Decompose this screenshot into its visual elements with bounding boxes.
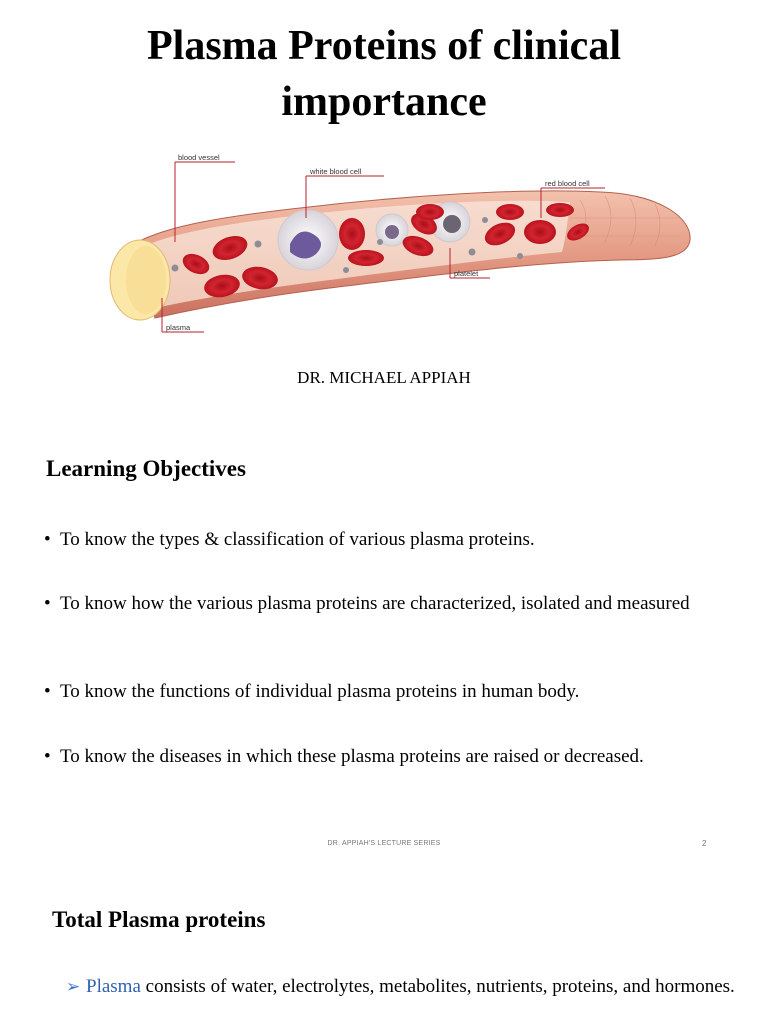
slide-title-line-1: Plasma Proteins of clinical (147, 23, 621, 69)
plasma-keyword: Plasma (86, 976, 141, 997)
objective-text: To know how the various plasma proteins are characterized, isolated and measured (60, 593, 690, 614)
plasma-definition-item (66, 975, 746, 999)
objective-text: To know the functions of individual plasma proteins in human body. (60, 681, 580, 702)
plasma-definition-rest: consists of water, electrolytes, metabolites, nutrients, proteins, and hormones. (140, 976, 735, 997)
page-number: 2 (702, 839, 707, 848)
objective-text: To know the diseases in which these plasma proteins are raised or decreased. (60, 746, 644, 767)
arrow-bullet-icon: ➢ (66, 977, 81, 996)
blood-vessel-illustration (100, 148, 700, 344)
label-plasma: plasma (166, 323, 191, 332)
slide-title-line-2: importance (281, 79, 487, 125)
lecture-series-footer: DR. APPIAH'S LECTURE SERIES (327, 840, 441, 847)
objective-item (44, 592, 734, 616)
total-plasma-proteins-heading: Total Plasma proteins (52, 907, 266, 932)
label-blood-vessel: blood vessel (178, 153, 220, 162)
bullet-marker: • (44, 681, 51, 702)
author-name: DR. MICHAEL APPIAH (297, 368, 471, 387)
label-red-blood-cell: red blood cell (545, 179, 590, 188)
bullet-marker: • (44, 593, 51, 614)
objective-item (44, 680, 734, 704)
slide-title (0, 18, 768, 130)
bullet-marker: • (44, 529, 51, 550)
label-platelet: platelet (454, 269, 479, 278)
objective-item (44, 528, 734, 552)
plasma-definition-text (66, 975, 746, 999)
objective-text: To know the types & classification of various plasma proteins. (60, 529, 535, 550)
objective-item (44, 745, 734, 769)
learning-objectives-heading: Learning Objectives (46, 456, 246, 481)
label-white-blood-cell: white blood cell (310, 167, 362, 176)
bullet-marker: • (44, 746, 51, 767)
